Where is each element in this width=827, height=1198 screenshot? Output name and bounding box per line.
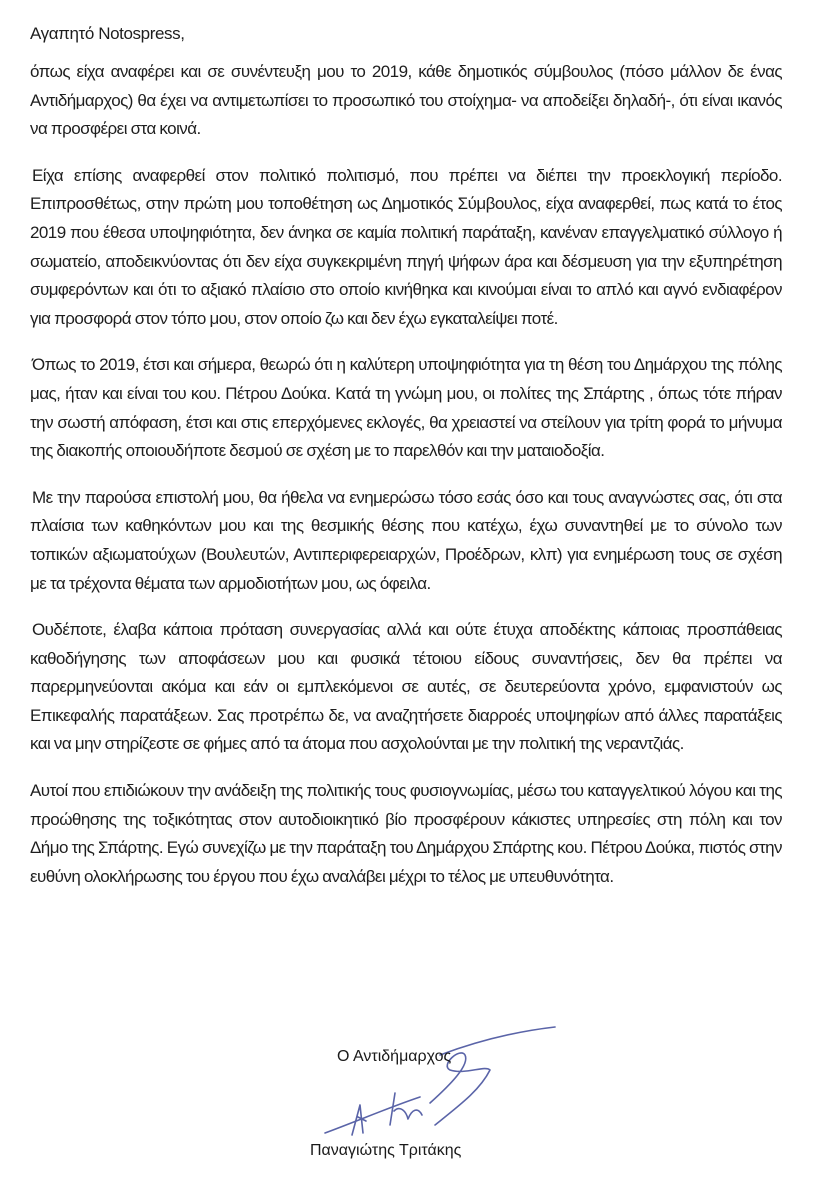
signature-stroke (440, 1027, 555, 1055)
paragraph-2: Είχα επίσης αναφερθεί στον πολιτικό πολιτισμό, που πρέπει να διέπει την προεκλογική περίοδο. Επιπροσθέτως, στην πρώτη μου τοποθέτηση ως Δημοτικός Σύμβουλος, είχα αναφερθεί, πως κατά το έτος 2019 που έθεσα υποψηφιότητα, δεν άνηκα σε καμία πολιτική παράταξη, κανέναν επαγγελματικό σύλλογο ή σωματείο, αποδεικνύοντας ότι δεν είχα συγκεκριμένη πηγή ψήφων άρα και δέσμευση για την εξυπηρέτηση συμφερόντων και ότι το αξιακό πλαίσιο στο οποίο κινήθηκα και κινούμαι είναι το απλό και αγνό ενδιαφέρον για προσφορά στον τόπο μου, στον οποίο ζω και δεν έχω εγκαταλείψει ποτέ. (30, 165, 782, 328)
paragraph-3: Όπως το 2019, έτσι και σήμερα, θεωρώ ότι η καλύτερη υποψηφιότητα για τη θέση του Δημάρχου της πόλης μας, ήταν και είναι του κου. Πέτρου Δούκα. Κατά τη γνώμη μου, οι πολίτες της Σπάρτης , όπως τότε πήραν την σωστή απόφαση, έτσι και στις επερχόμενες εκλογές, θα χρειαστεί να στείλουν για τρίτη φορά το μήνυμα της διακοπής οποιουδήποτε δεσμού σε σχέση με το παρελθόν και την ματαιοδοξία. (30, 355, 782, 461)
paragraph-6: Αυτοί που επιδιώκουν την ανάδειξη της πολιτικής τους φυσιογνωμίας, μέσω του καταγγελτικού λόγου και της προώθησης της τοξικότητας στον αυτοδιοικητικό βίο προσφέρουν κάκιστες υπηρεσίες στη πόλη και τον Δήμο της Σπάρτης. Εγώ συνεχίζω με την παράταξη του Δημάρχου Σπάρτης κου. Πέτρου Δούκα, πιστός στην ευθύνη ολοκλήρωσης του έργου που έχω αναλάβει μέχρι το τέλος με υπευθυνότητα. (30, 781, 782, 886)
signature-strokes (325, 1027, 555, 1135)
signature-name: Παναγιώτης Τριτάκης (310, 1142, 462, 1159)
paragraph-4: Με την παρούσα επιστολή μου, θα ήθελα να ενημερώσω τόσο εσάς όσο και τους αναγνώστες σας, ότι στα πλαίσια των καθηκόντων μου και της θεσμικής θέσης που κατέχω, έχω συναντηθεί με το σύνολο των τοπικών αξιωματούχων (Βουλευτών, Αντιπεριφερειαρχών, Προέδρων, κλπ) για ενημέρωση τους σε σχέση με τα τρέχοντα θέματα των αρμοδιοτήτων μου, ως όφειλα. (30, 487, 782, 593)
letter-body (30, 20, 782, 909)
paragraph-5: Ουδέποτε, έλαβα κάποια πρόταση συνεργασίας αλλά και ούτε έτυχα αποδέκτης κάποιας προσπάθειας καθοδήγησης των αποφάσεων μου και φυσικά τέτοιου είδους συναντήσεις, δεν θα πρέπει να παρερμηνεύονται ακόμα και εάν οι εμπλεκόμενοι σε αυτές, σε δευτερεύοντα χρόνο, εμφανιστούν ως Επικεφαλής παρατάξεων. Σας προτρέπω δε, να αναζητήσετε διαρροές υποψηφίων από άλλες παρατάξεις και να μην στηρίζεστε σε φήμες από τα άτομα που ασχολούνται με την πολιτική της νεραντζιάς. (30, 620, 782, 754)
handwritten-signature (320, 1025, 560, 1145)
signature-title: Ο Αντιδήμαρχος (337, 1048, 452, 1065)
paragraph-1: όπως είχα αναφέρει και σε συνέντευξη μου το 2019, κάθε δημοτικός σύμβουλος (πόσο μάλλον δε ένας Αντιδήμαρχος) θα έχει να αντιμετωπίσει το προσωπικό του στοίχημα- να αποδείξει δηλαδή-, ότι είναι ικανός να προσφέρει στα κοινά. (30, 62, 782, 139)
letter-greeting: Αγαπητό Notospress, (30, 24, 185, 43)
